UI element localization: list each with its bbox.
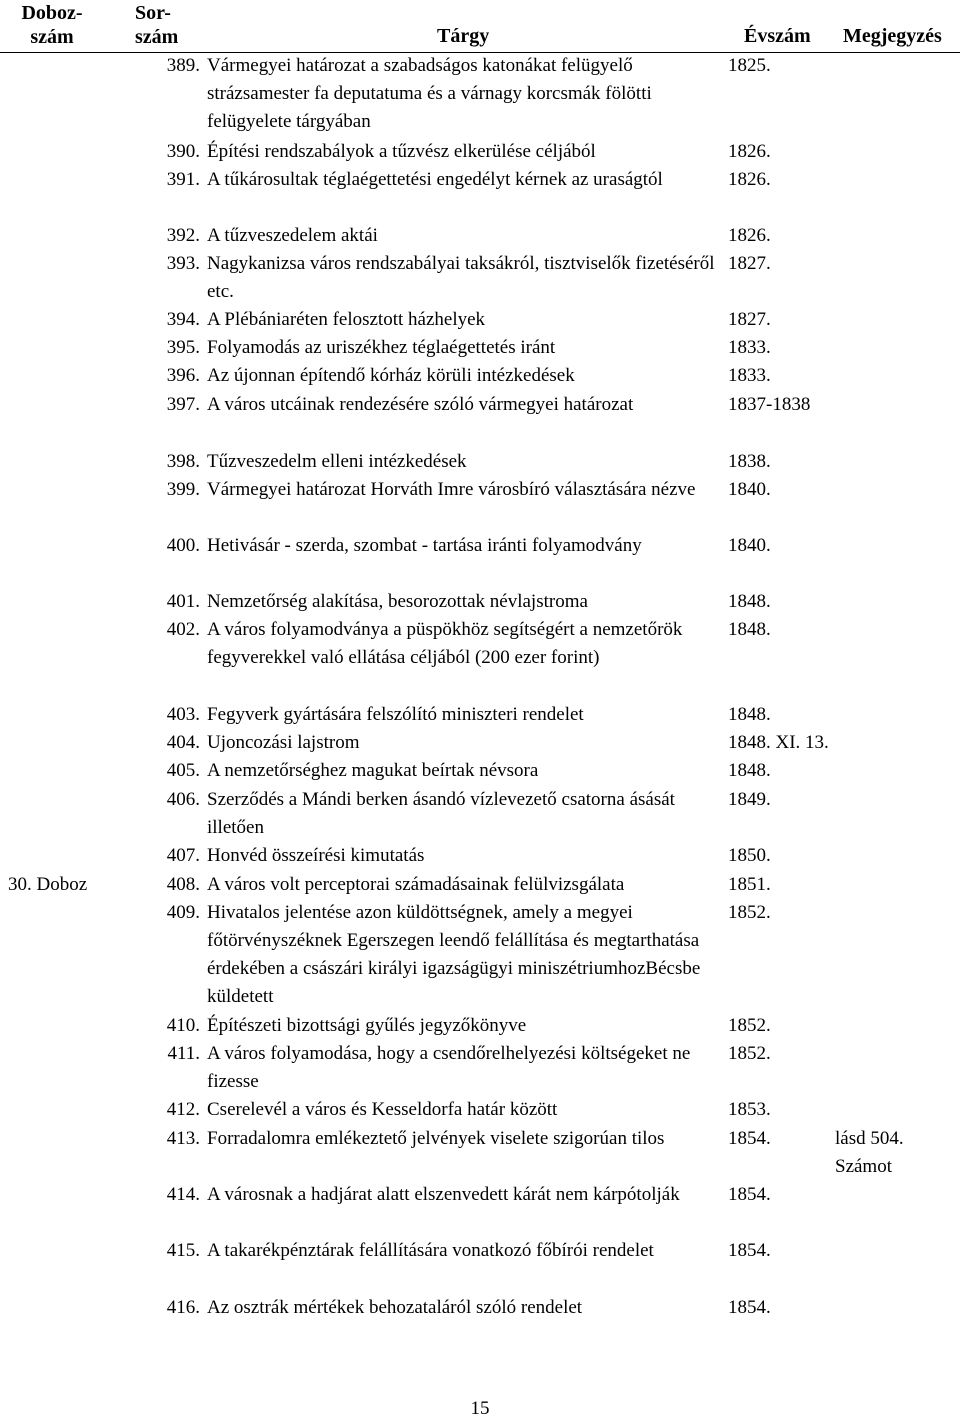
row-number: 409. — [166, 902, 200, 923]
row-subject: A város utcáinak rendezésére szóló vármegyei határozat — [207, 394, 634, 415]
row-number: 413. — [166, 1128, 200, 1149]
row-number: 407. — [166, 845, 200, 866]
row-subject: Nagykanizsa város rendszabályai taksákról, tisztviselők fizetéséről etc. — [207, 253, 715, 302]
row-number: 411. — [167, 1043, 200, 1064]
row-subject: A takarékpénztárak felállítására vonatkozó főbírói rendelet — [207, 1240, 654, 1261]
row-year: 1840. — [728, 535, 771, 556]
row-subject: Vármegyei határozat a szabadságos katonákat felügyelő strázsamester fa deputatuma és a várnagy korcsmák fölötti felügyelete tárgyában — [207, 55, 652, 132]
row-number: 398. — [166, 451, 200, 472]
row-number: 415. — [166, 1240, 200, 1261]
row-year: 1848. — [728, 760, 771, 781]
row-subject: Tűzveszedelm elleni intézkedések — [207, 451, 467, 472]
header-sor-line1: Sor- — [135, 2, 171, 24]
row-year: 1849. — [728, 789, 771, 810]
row-year: 1826. — [728, 141, 771, 162]
row-subject: A tűkárosultak téglaégettetési engedélyt kérnek az uraságtól — [207, 169, 663, 190]
row-subject: A város folyamodása, hogy a csendőrelhelyezési költségeket ne fizesse — [207, 1043, 691, 1092]
row-number: 401. — [166, 591, 200, 612]
row-number: 403. — [166, 704, 200, 725]
row-subject: Forradalomra emlékeztető jelvények viselete szigorúan tilos — [207, 1128, 665, 1149]
box-label: 30. Doboz — [8, 874, 88, 895]
row-number: 397. — [166, 394, 200, 415]
row-year: 1848. — [728, 704, 771, 725]
row-year: 1852. — [728, 902, 771, 923]
row-number: 399. — [166, 479, 200, 500]
row-year: 1825. — [728, 55, 771, 76]
row-subject: Fegyverk gyártására felszólító miniszteri rendelet — [207, 704, 584, 725]
header-targy: Tárgy — [437, 25, 490, 47]
row-subject: Cserelevél a város és Kesseldorfa határ között — [207, 1099, 558, 1120]
row-year: 1852. — [728, 1015, 771, 1036]
row-year: 1833. — [728, 365, 771, 386]
row-year: 1848. — [728, 619, 771, 640]
row-number: 392. — [166, 225, 200, 246]
row-number: 395. — [166, 337, 200, 358]
row-year: 1826. — [728, 225, 771, 246]
row-number: 412. — [166, 1099, 200, 1120]
row-number: 406. — [166, 789, 200, 810]
row-year: 1833. — [728, 337, 771, 358]
row-year: 1851. — [728, 874, 771, 895]
row-subject: Építési rendszabályok a tűzvész elkerülése céljából — [207, 141, 596, 162]
row-year: 1848. XI. 13. — [728, 732, 829, 753]
row-subject: Vármegyei határozat Horváth Imre városbíró választására nézve — [207, 479, 696, 500]
row-year: 1852. — [728, 1043, 771, 1064]
row-number: 390. — [166, 141, 200, 162]
row-year: 1826. — [728, 169, 771, 190]
row-number: 391. — [166, 169, 200, 190]
header-sor-szam — [135, 1, 195, 49]
row-number: 408. — [166, 874, 200, 895]
row-number: 396. — [166, 365, 200, 386]
row-subject: Hetivásár - szerda, szombat - tartása iránti folyamodvány — [207, 535, 642, 556]
row-year: 1827. — [728, 309, 771, 330]
row-year: 1848. — [728, 591, 771, 612]
row-number: 394. — [166, 309, 200, 330]
row-number: 402. — [166, 619, 200, 640]
row-year: 1840. — [728, 479, 771, 500]
row-number: 400. — [166, 535, 200, 556]
row-subject: A város volt perceptorai számadásainak felülvizsgálata — [207, 874, 625, 895]
row-year: 1854. — [728, 1297, 771, 1318]
row-year: 1853. — [728, 1099, 771, 1120]
row-number: 410. — [166, 1015, 200, 1036]
row-subject: Az osztrák mértékek behozataláról szóló rendelet — [207, 1297, 583, 1318]
row-number: 405. — [166, 760, 200, 781]
row-number: 404. — [166, 732, 200, 753]
header-evszam: Évszám — [744, 25, 811, 47]
row-number: 389. — [166, 55, 200, 76]
row-year: 1827. — [728, 253, 771, 274]
row-subject: A Plébániaréten felosztott házhelyek — [207, 309, 486, 330]
row-subject: Nemzetőrség alakítása, besorozottak névlajstroma — [207, 591, 588, 612]
row-subject: A nemzetőrséghez magukat beírtak névsora — [207, 760, 539, 781]
row-subject: Építészeti bizottsági gyűlés jegyzőkönyve — [207, 1015, 527, 1036]
row-subject: Szerződés a Mándi berken ásandó vízlevezető csatorna ásását illetően — [207, 789, 675, 838]
row-subject: A tűzveszedelem aktái — [207, 225, 378, 246]
row-number: 393. — [166, 253, 200, 274]
row-subject: Az újonnan építendő kórház körüli intézkedések — [207, 365, 575, 386]
row-number: 414. — [166, 1184, 200, 1205]
row-year: 1850. — [728, 845, 771, 866]
page-number: 15 — [470, 1398, 490, 1419]
row-subject: A város folyamodványa a püspökhöz segítségért a nemzetőrök fegyverekkel való ellátása céljából (200 ezer forint) — [207, 619, 683, 668]
row-subject: Ujoncozási lajstrom — [207, 732, 360, 753]
row-year: 1837-1838 — [728, 394, 811, 415]
row-subject: Folyamodás az uriszékhez téglaégettetés iránt — [207, 337, 556, 358]
row-year: 1854. — [728, 1184, 771, 1205]
row-subject: Honvéd összeírési kimutatás — [207, 845, 425, 866]
header-doboz-line1: Doboz- — [21, 2, 83, 24]
row-year: 1838. — [728, 451, 771, 472]
row-subject: A városnak a hadjárat alatt elszenvedett kárát nem kárpótolják — [207, 1184, 680, 1205]
row-note: lásd 504. Számot — [835, 1128, 904, 1177]
header-sor-line2: szám — [135, 26, 179, 48]
header-doboz-line2: szám — [30, 26, 74, 48]
header-doboz-szam — [12, 1, 92, 49]
row-year: 1854. — [728, 1240, 771, 1261]
header-megjegyzes: Megjegyzés — [843, 25, 942, 47]
row-number: 416. — [166, 1297, 200, 1318]
row-year: 1854. — [728, 1128, 771, 1149]
table-header — [0, 0, 960, 53]
row-subject: Hivatalos jelentése azon küldöttségnek, amely a megyei főtörvényszéknek Egerszegen leendő felállítása és megtarthatása érdekében a császári királyi igazságügyi miniszétriumhozBécsbe küldetett — [207, 902, 701, 1007]
